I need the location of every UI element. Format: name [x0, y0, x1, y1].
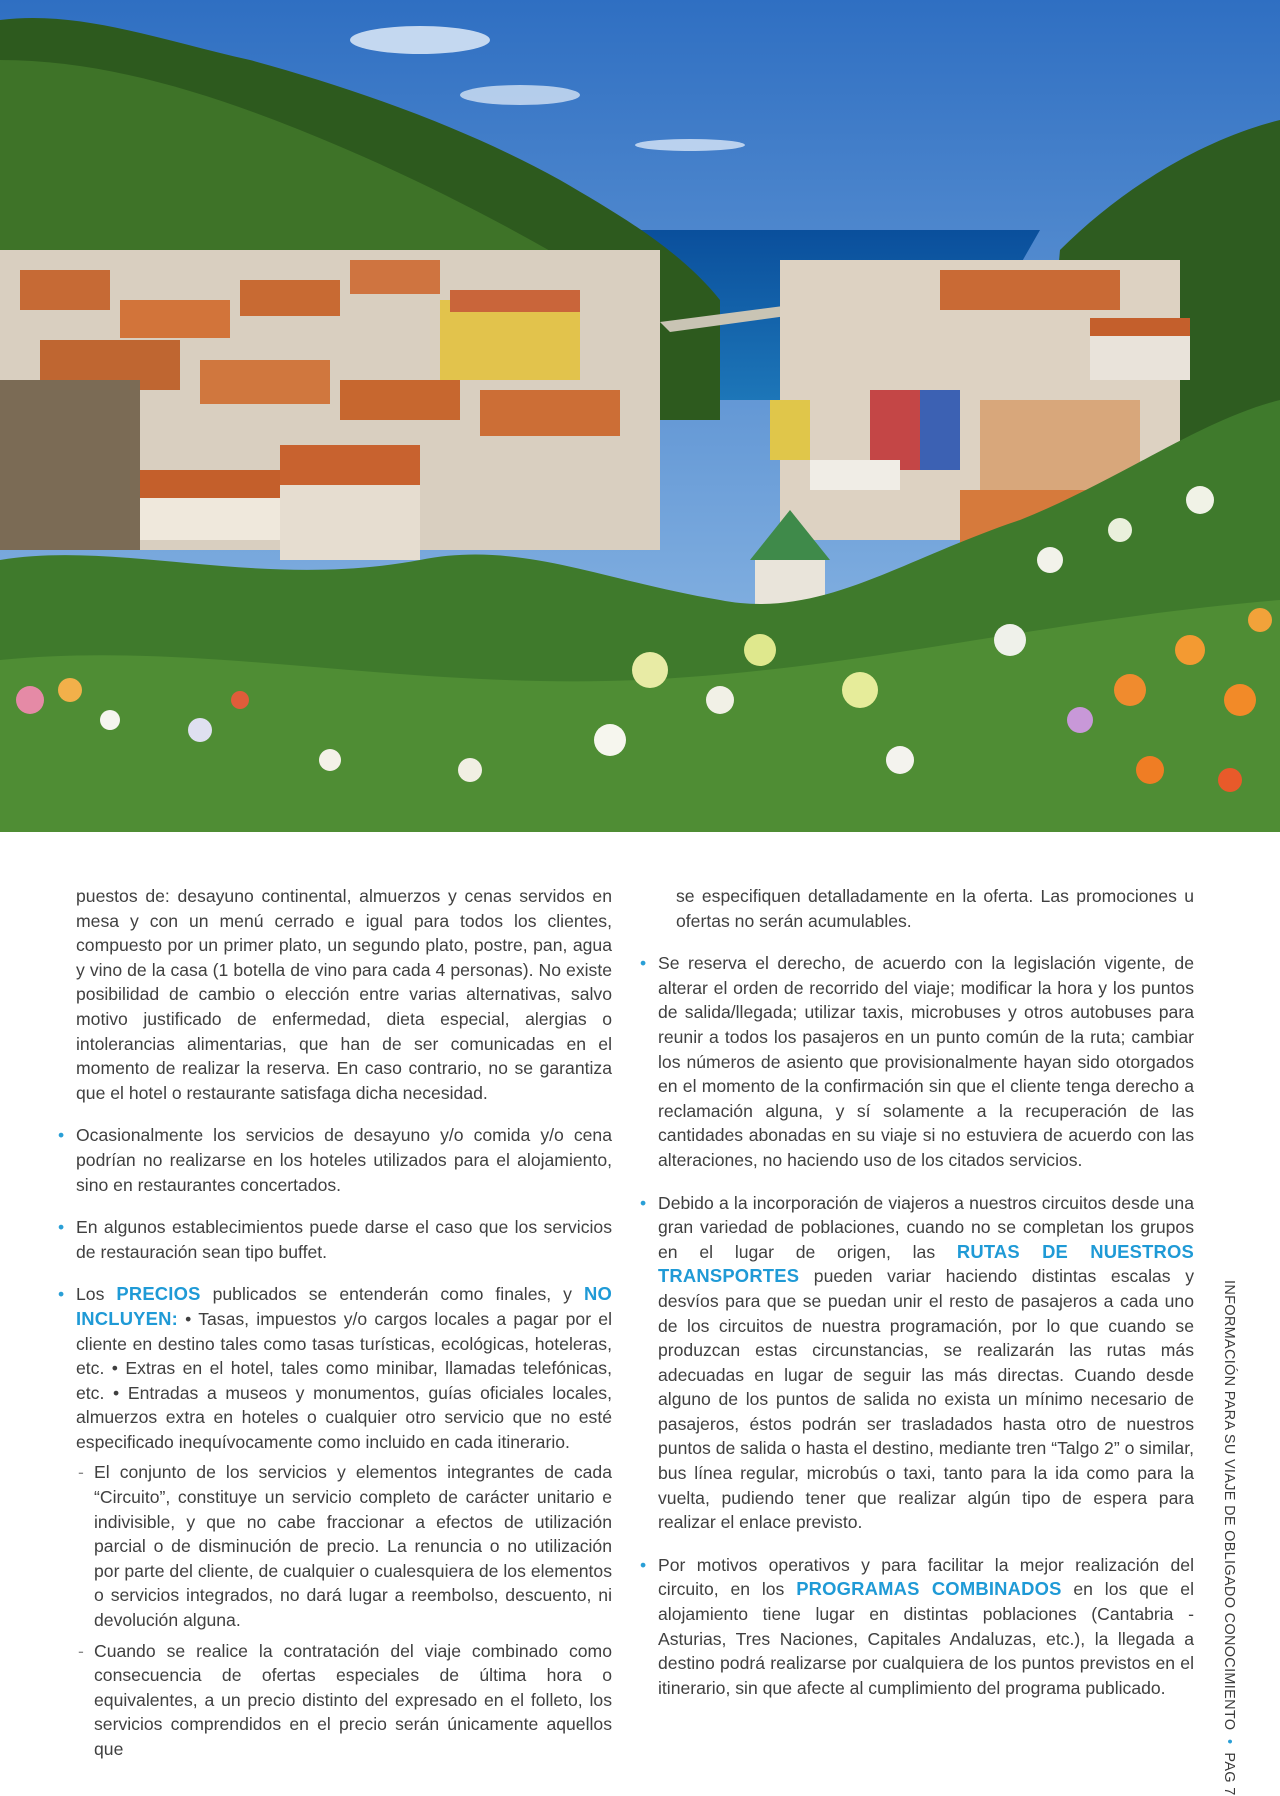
- coastal-village-photo: [0, 0, 1280, 832]
- dash: -: [78, 1640, 84, 1661]
- bullet: •: [58, 1125, 65, 1146]
- offers-continuation-text: se especifiquen detalladamente en la oferta. Las promociones u ofertas no serán acumulables.: [676, 886, 1194, 931]
- breakfast-paragraph: [58, 1123, 612, 1197]
- side-separator: •: [1221, 1738, 1237, 1745]
- rights-paragraph: [640, 951, 1194, 1172]
- bullet: •: [640, 1192, 647, 1213]
- routes-text-a: Debido a la incorporación de viajeros a nuestros circuitos desde una gran variedad de poblaciones, cuando no se completan los grupos en el lugar de origen, las: [658, 1192, 1194, 1262]
- bullet: •: [58, 1217, 65, 1238]
- routes-paragraph: [640, 1191, 1194, 1535]
- circuit-text: El conjunto de los servicios y elementos integrantes de cada “Circuito”, constituye un servicio completo de carácter unitario e indivisible, y que no cabe fraccionar a efectos de utilización parcial o de disminución de precio. La renuncia o no utilización por parte del cliente, de cualquier o cualesquiera de los elementos o servicios integrados, no dará lugar a reembolso, descuento, ni devolución alguna.: [94, 1462, 612, 1631]
- cloud: [460, 85, 580, 105]
- rights-text: Se reserva el derecho, de acuerdo con la legislación vigente, de alterar el orden de recorrido del viaje; modificar la hora y los puntos de salida/llegada; utilizar taxis, microbuses y otros autobuses para reunir a todos los pasajeros en un punto común de la ruta; cambiar los números de asiento que provisionalmente hayan sido otorgados en el momento de la confirmación sin que el cliente tenga derecho a reclamación alguna, y sí solamente a la recuperación de las cantidades abonadas en su viaje si no estuviera de acuerdo con las alteraciones, no haciendo uso de los citados servicios.: [658, 953, 1194, 1170]
- offers-text: Cuando se realice la contratación del viaje combinado como consecuencia de ofertas especiales de última hora o equivalentes, a un precio distinto del expresado en el folleto, los servicios comprendidos en el precio serán únicamente aquellos que: [94, 1640, 612, 1759]
- header-photo: [0, 0, 1280, 832]
- bullet: •: [58, 1284, 65, 1305]
- dash: -: [78, 1462, 84, 1483]
- not-included-keyword: NO INCLUYEN:: [76, 1283, 612, 1329]
- page-number: PAG 7: [1221, 1752, 1237, 1796]
- meals-text: puestos de: desayuno continental, almuerzos y cenas servidos en mesa y con un menú cerrado e igual para todos los clientes, compuesto por un primer plato, un segundo plato, postre, pan, agua y vino de la casa (1 botella de vino para cada 4 personas). No existe posibilidad de cambio o elección entre varias alternativas, salvo motivo justificado de enfermedad, dieta especial, alergias o intolerancias alimentarias, que han de ser comunicadas en el momento de realizar la reserva. En caso contrario, no se garantiza que el hotel o restaurante satisfaga dicha necesidad.: [76, 886, 612, 1103]
- cloud: [350, 26, 490, 54]
- breakfast-text: Ocasionalmente los servicios de desayuno y/o comida y/o cena podrían no realizarse en los hoteles utilizados para el alojamiento, sino en restaurantes concertados.: [76, 1125, 612, 1195]
- circuit-subitem: [58, 1460, 612, 1632]
- buffet-paragraph: [58, 1215, 612, 1264]
- combined-text-b: en los que el alojamiento tiene lugar en distintas poblaciones (Cantabria - Asturias, Tres Naciones, Capitales Andaluzas, etc.), la llegada a destino podrá realizarse por cualquiera de los puntos previstos en el itinerario, sin que afecte al cumplimiento del programa publicado.: [658, 1579, 1194, 1698]
- prices-text-b: publicados se entenderán como finales, y: [200, 1284, 584, 1305]
- combined-keyword: PROGRAMAS COMBINADOS: [796, 1578, 1062, 1600]
- prices-keyword: PRECIOS: [116, 1283, 201, 1305]
- cloud: [635, 139, 745, 151]
- meals-paragraph: [58, 884, 612, 1105]
- bullet: •: [640, 953, 647, 974]
- village-left: [0, 250, 660, 560]
- prices-text-a: Los: [76, 1284, 117, 1305]
- routes-keyword: RUTAS DE NUESTROS TRANSPORTES: [658, 1240, 1194, 1287]
- offers-continuation: [640, 884, 1194, 933]
- side-title: INFORMACIÓN PARA SU VIAJE DE OBLIGADO CONOCIMIENTO: [1221, 1280, 1237, 1731]
- side-page-label: [1221, 1280, 1237, 1796]
- left-column: [58, 884, 612, 1768]
- routes-text-b: pueden variar haciendo distintas escalas y desvíos para que se puedan unir el resto de pasajeros a cada uno de los circuitos de nuestra programación, por lo que cuando se produzcan estas circunstancias, se realizarán las rutas más adecuadas en lugar de seguir las más directas. Cuando desde alguno de los puntos de salida no exista un mínimo necesario de pasajeros, éstos podrán ser trasladados hasta otro de nuestros puntos de salida o hasta el destino, mediante tren “Talgo 2” o similar, bus línea regular, microbús o taxi, tanto para la ida como para la vuelta, pudiendo tener que realizar algún tipo de espera para realizar el enlace previsto.: [658, 1266, 1194, 1533]
- combined-text-a: Por motivos operativos y para facilitar la mejor realización del circuito, en los: [658, 1554, 1194, 1600]
- bullet: •: [640, 1554, 647, 1575]
- prices-text-c: • Tasas, impuestos y/o cargos locales a pagar por el cliente en destino tales como tasas turísticas, ecológicas, hoteleras, etc. • Extras en el hotel, tales como minibar, llamadas telefónicas, etc. • Entradas a museos y monumentos, guías oficiales locales, almuerzos extra en hoteles o cualquier otro servicio que no esté especificado inequívocamente como incluido en cada itinerario.: [76, 1308, 612, 1452]
- prices-paragraph: [58, 1282, 612, 1454]
- offers-subitem: [58, 1639, 612, 1762]
- buffet-text: En algunos establecimientos puede darse el caso que los servicios de restauración sean tipo buffet.: [76, 1217, 612, 1262]
- combined-paragraph: [640, 1553, 1194, 1701]
- right-column: [640, 884, 1194, 1718]
